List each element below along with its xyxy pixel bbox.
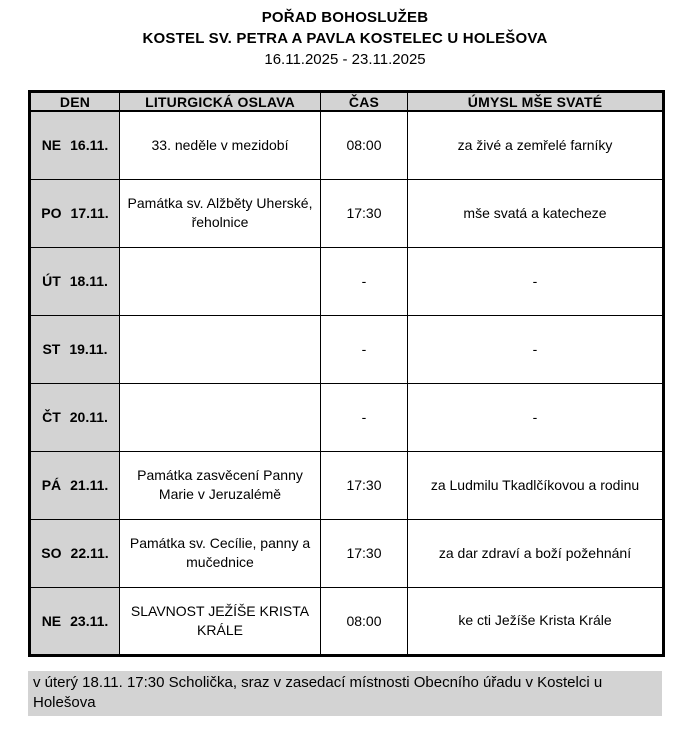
celebration-cell: 33. neděle v mezidobí: [120, 111, 321, 179]
col-header-day: DEN: [30, 92, 120, 112]
day-date: 20.11.: [69, 409, 108, 425]
time-cell: 08:00: [321, 587, 408, 655]
document-header: [0, 7, 690, 70]
day-date: 23.11.: [70, 612, 109, 629]
day-date: 21.11.: [70, 477, 109, 493]
intention-cell: za živé a zemřelé farníky: [408, 111, 664, 179]
celebration-cell: [120, 247, 321, 315]
time-cell: 17:30: [321, 519, 408, 587]
day-abbr: ČT: [42, 409, 61, 425]
schedule-table: [28, 90, 665, 657]
celebration-cell: Památka zasvěcení Panny Marie v Jeruzalémě: [120, 451, 321, 519]
day-abbr: PÁ: [41, 477, 62, 493]
day-cell: [30, 247, 120, 315]
day-abbr: ÚT: [42, 273, 61, 289]
col-header-time: ČAS: [321, 92, 408, 112]
intention-cell: mše svatá a katecheze: [408, 179, 664, 247]
celebration-cell: SLAVNOST JEŽÍŠE KRISTA KRÁLE: [120, 587, 321, 655]
intention-cell: za dar zdraví a boží požehnání: [408, 519, 664, 587]
day-cell: [30, 519, 120, 587]
intention-cell: -: [408, 247, 664, 315]
day-cell: [30, 383, 120, 451]
day-abbr: NE: [41, 137, 62, 154]
day-abbr: ST: [42, 341, 61, 357]
time-cell: 08:00: [321, 111, 408, 179]
table-header-row: [30, 92, 664, 112]
table-row: [30, 179, 664, 247]
day-cell: [30, 179, 120, 247]
time-cell: -: [321, 247, 408, 315]
page-title: POŘAD BOHOSLUŽEB: [261, 9, 429, 26]
intention-cell: -: [408, 315, 664, 383]
celebration-cell: [120, 315, 321, 383]
day-abbr: PO: [41, 205, 62, 221]
intention-cell: ke cti Ježíše Krista Krále: [408, 587, 664, 655]
day-date: 17.11.: [70, 205, 109, 221]
col-header-celebration: LITURGICKÁ OSLAVA: [120, 92, 321, 112]
day-cell: [30, 451, 120, 519]
table-row: [30, 383, 664, 451]
day-date: 16.11.: [70, 137, 109, 154]
day-abbr: NE: [41, 612, 62, 629]
time-cell: -: [321, 315, 408, 383]
time-cell: -: [321, 383, 408, 451]
day-date: 19.11.: [69, 341, 108, 357]
table-row: [30, 587, 664, 655]
footer-note: v úterý 18.11. 17:30 Scholička, sraz v zasedací místnosti Obecního úřadu v Kostelci u Holešova: [28, 671, 662, 716]
time-cell: 17:30: [321, 179, 408, 247]
table-row: [30, 451, 664, 519]
day-cell: [30, 315, 120, 383]
table-row: [30, 315, 664, 383]
time-cell: 17:30: [321, 451, 408, 519]
table-row: [30, 519, 664, 587]
day-date: 22.11.: [70, 545, 109, 561]
day-cell: [30, 587, 120, 655]
day-abbr: SO: [41, 545, 62, 561]
celebration-cell: Památka sv. Cecílie, panny a mučednice: [120, 519, 321, 587]
intention-cell: za Ludmilu Tkadlčíkovou a rodinu: [408, 451, 664, 519]
celebration-cell: Památka sv. Alžběty Uherské, řeholnice: [120, 179, 321, 247]
col-header-intention: ÚMYSL MŠE SVATÉ: [408, 92, 664, 112]
day-date: 18.11.: [69, 273, 108, 289]
table-row: [30, 111, 664, 179]
church-name: KOSTEL SV. PETRA A PAVLA KOSTELEC U HOLEŠOVA: [142, 30, 548, 47]
celebration-cell: [120, 383, 321, 451]
table-row: [30, 247, 664, 315]
intention-cell: -: [408, 383, 664, 451]
date-range: 16.11.2025 - 23.11.2025: [264, 51, 426, 68]
day-cell: [30, 111, 120, 179]
